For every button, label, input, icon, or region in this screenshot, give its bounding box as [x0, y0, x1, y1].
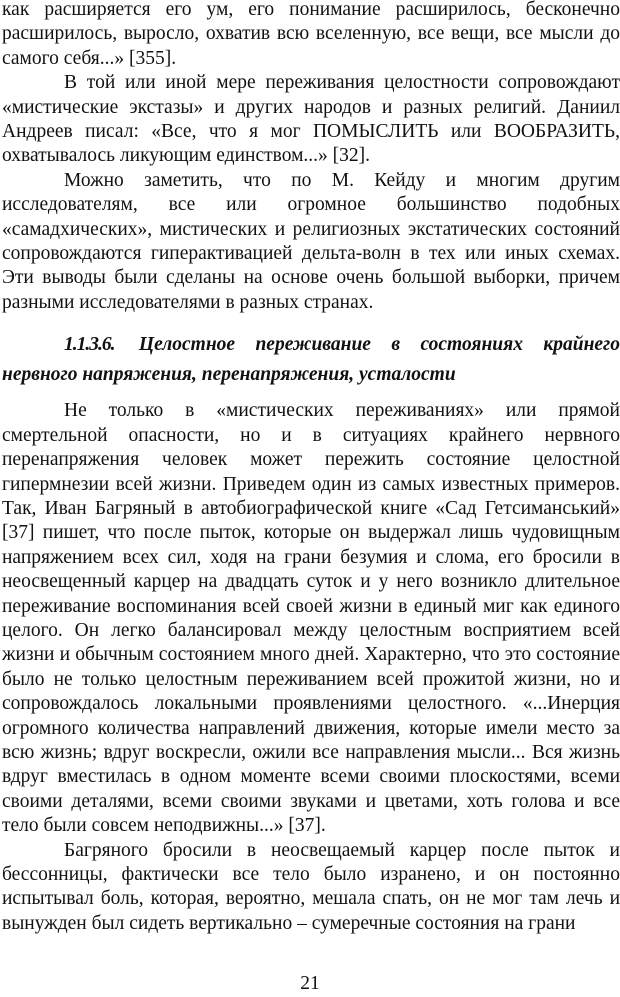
page-number: 21: [300, 973, 320, 994]
text-body: [2, 0, 620, 936]
section-title: Целостное переживание в состояниях крайнего нервного напряжения, перенапряжения, усталости: [2, 334, 620, 386]
section-heading: [2, 330, 620, 390]
paragraph-2: В той или иной мере переживания целостности сопровождают «мистические экстазы» и других народов и разных религий. Даниил Андреев писал: «Все, что я мог ПОМЫСЛИТЬ или ВООБРАЗИТЬ, охватывалось ликующим единством...» [32].: [2, 72, 620, 167]
paragraph-3: Можно заметить, что по М. Кейду и многим другим исследователям, все или огромное большинство подобных «самадхических», мистических и религиозных экстатических состояний сопровождаются гиперактивацией дельта-волн в тех или иных схемах. Эти выводы были сделаны на основе очень большой выборки, причем разными исследователями в разных странах.: [2, 169, 620, 313]
section-number: 1.1.3.6.: [64, 334, 115, 356]
paragraph-5: Багряного бросили в неосвещаемый карцер после пыток и бессонницы, фактически все тело было изранено, и он постоянно испытывал боль, которая, вероятно, мешала спать, он не мог там лечь и вынужден был сидеть вертикально – сумеречные состояния на грани: [2, 839, 620, 934]
paragraph-1: как расширяется его ум, его понимание расширилось, бесконечно расширилось, выросло, охватив всю вселенную, все вещи, все мысли до самого себя...» [355].: [2, 0, 620, 69]
paragraph-4: Не только в «мистических переживаниях» или прямой смертельной опасности, но и в ситуациях крайнего нервного перенапряжения человек может пережить состояние целостной гипермнезии всей жизни. Приведем один из самых известных примеров. Так, Иван Багряный в автобиографической книге «Сад Гетсиманський» [37] пишет, что после пыток, которые он выдержал лишь чудовищным напряжением всех сил, ходя на грани безумия и слома, его бросили в неосвещенный карцер на двадцать суток и у него возникло длительное переживание воспоминания всей своей жизни в единый миг как единого целого. Он легко балансировал между целостным восприятием всей жизни и обычным состоянием много дней. Характерно, что это состояние было не только целостным переживанием всей прожитой жизни, но и сопровождалось локальными проявлениями целостного. «...Инерция огромного количества направлений движения, которые имели место за всю жизнь; вдруг воскресли, ожили все направления мысли... Вся жизнь вдруг вместилась в одном моменте всеми своими плоскостями, всеми своими деталями, всеми своими звуками и цветами, хоть голова и все тело были совсем неподвижны...» [37].: [2, 400, 620, 837]
